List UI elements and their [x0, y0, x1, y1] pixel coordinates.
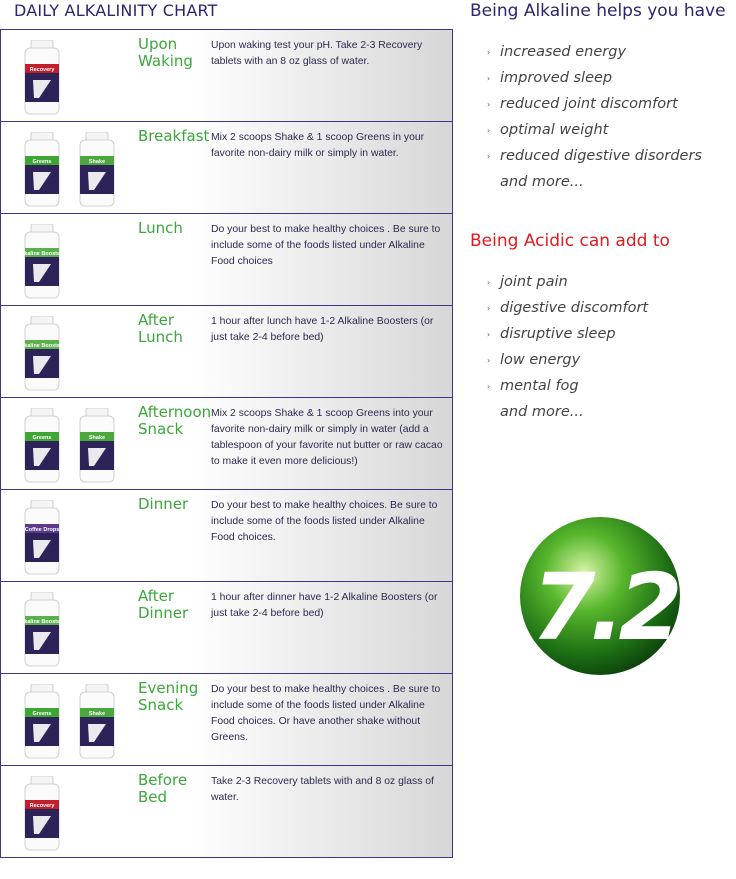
recovery-bottle — [21, 40, 63, 116]
time-word: Dinner — [138, 604, 189, 622]
list-item — [487, 326, 648, 352]
time-of-day — [138, 404, 210, 438]
chart-row — [1, 214, 452, 306]
alkaline-benefits-heading: Being Alkaline helps you have — [470, 1, 726, 21]
time-word: Bed — [138, 788, 168, 806]
greens-bottle — [21, 132, 63, 208]
bottle-label: Greens — [32, 435, 52, 441]
list-item-text: joint pain — [500, 274, 568, 290]
greens-bottle — [21, 684, 63, 760]
boosters-bottle — [21, 224, 63, 300]
bullet-icon: › — [487, 48, 491, 57]
bottle-label: Greens — [32, 711, 52, 717]
bottle-label: Shake — [88, 711, 106, 717]
and-more-text: and more... — [500, 174, 584, 190]
list-item — [487, 352, 648, 378]
product-images — [15, 130, 135, 210]
recovery-bottle — [21, 776, 63, 852]
list-item-text: reduced joint discomfort — [500, 96, 678, 112]
bullet-icon: › — [487, 304, 491, 313]
list-item — [487, 378, 648, 404]
time-word: Evening — [138, 679, 199, 697]
coffee-bottle — [21, 500, 63, 576]
list-item-text: increased energy — [500, 44, 627, 60]
chart-row — [1, 490, 452, 582]
list-item — [487, 44, 702, 70]
product-images — [15, 222, 135, 302]
instruction-text: Take 2-3 Recovery tablets with and 8 oz glass of water. — [211, 776, 434, 803]
bottle-label: Alkaline Boosters — [21, 343, 63, 349]
bullet-icon: › — [487, 382, 491, 391]
bullet-icon: › — [487, 152, 491, 161]
list-item-text: optimal weight — [500, 122, 609, 138]
instruction-text: Do your best to make healthy choices . Be sure to include some of the foods listed under Alkaline Food choices — [211, 224, 441, 267]
product-images — [15, 590, 135, 670]
greens-bottle — [21, 408, 63, 484]
bottle-label: Recovery — [29, 803, 55, 809]
list-item-text: low energy — [500, 352, 581, 368]
alkaline-benefits-list — [487, 44, 702, 200]
time-of-day — [138, 36, 210, 70]
alkalinity-chart-table — [0, 29, 453, 858]
acidic-effects-list — [487, 274, 648, 430]
shake-bottle — [76, 684, 118, 760]
shake-bottle — [76, 132, 118, 208]
bullet-icon: › — [487, 74, 491, 83]
time-word: Afternoon — [138, 403, 212, 421]
instruction-text: Do your best to make healthy choices . Be sure to include some of the foods listed under Alkaline Food choices. Or have another shake without Greens. — [211, 684, 441, 743]
list-item-text: reduced digestive disorders — [500, 148, 702, 164]
product-images — [15, 314, 135, 394]
time-of-day — [138, 588, 210, 622]
product-images — [15, 498, 135, 578]
time-word: Waking — [138, 52, 193, 70]
time-word: Before — [138, 771, 188, 789]
instruction-text: Upon waking test your pH. Take 2-3 Recovery tablets with an 8 oz glass of water. — [211, 40, 423, 67]
time-of-day — [138, 312, 210, 346]
instruction-text: Do your best to make healthy choices. Be sure to include some of the foods listed under Alkaline Food choices. — [211, 500, 438, 543]
chart-row — [1, 582, 452, 674]
product-images — [15, 38, 135, 118]
product-images — [15, 406, 135, 486]
list-item — [487, 122, 702, 148]
list-item — [487, 148, 702, 174]
bottle-label: Recovery — [29, 67, 55, 73]
list-item-text: disruptive sleep — [500, 326, 616, 342]
bottle-label: Alkaline Boosters — [21, 619, 63, 625]
product-images — [15, 682, 135, 762]
instruction-text: 1 hour after lunch have 1-2 Alkaline Boosters (or just take 2-4 before bed) — [211, 316, 434, 343]
chart-row — [1, 306, 452, 398]
time-word: Upon — [138, 35, 178, 53]
logo-text: 7.2 — [531, 554, 677, 661]
bullet-icon: › — [487, 100, 491, 109]
bullet-icon: › — [487, 278, 491, 287]
product-images — [15, 774, 135, 854]
time-word: Breakfast — [138, 127, 210, 145]
list-item-text: improved sleep — [500, 70, 613, 86]
chart-title: DAILY ALKALINITY CHART — [14, 1, 218, 20]
list-item — [487, 70, 702, 96]
bullet-icon: › — [487, 126, 491, 135]
bullet-icon: › — [487, 330, 491, 339]
chart-row — [1, 30, 452, 122]
time-of-day — [138, 772, 210, 806]
instruction-text: Mix 2 scoops Shake & 1 scoop Greens into your favorite non-dairy milk or simply in water (add a tablespoon of your favorite nut butter or raw cacao to make it even more delicious!) — [211, 408, 443, 467]
time-word: Lunch — [138, 219, 183, 237]
boosters-bottle — [21, 316, 63, 392]
ph-7-2-logo — [518, 515, 682, 677]
list-item — [487, 274, 648, 300]
bottle-label: Coffee Drops — [24, 527, 60, 533]
shake-bottle — [76, 408, 118, 484]
list-item — [487, 300, 648, 326]
time-word: After — [138, 311, 175, 329]
chart-row — [1, 398, 452, 490]
time-word: Snack — [138, 420, 184, 438]
list-item-text: mental fog — [500, 378, 579, 394]
list-item — [487, 96, 702, 122]
list-item-text: digestive discomfort — [500, 300, 649, 316]
instruction-text: Mix 2 scoops Shake & 1 scoop Greens in your favorite non-dairy milk or simply in water. — [211, 132, 425, 159]
time-word: Snack — [138, 696, 184, 714]
chart-row — [1, 674, 452, 766]
bottle-label: Shake — [88, 435, 106, 441]
and-more-text: and more... — [500, 404, 584, 420]
time-word: Dinner — [138, 495, 189, 513]
time-of-day — [138, 680, 210, 714]
time-word: After — [138, 587, 175, 605]
bottle-label: Alkaline Boosters — [21, 251, 63, 257]
bottle-label: Greens — [32, 159, 52, 165]
time-of-day — [138, 128, 210, 145]
bullet-icon: › — [487, 356, 491, 365]
instruction-text: 1 hour after dinner have 1-2 Alkaline Boosters (or just take 2-4 before bed) — [211, 592, 438, 619]
chart-row — [1, 122, 452, 214]
time-of-day — [138, 220, 210, 237]
time-of-day — [138, 496, 210, 513]
chart-row — [1, 766, 452, 857]
boosters-bottle — [21, 592, 63, 668]
acidic-effects-heading: Being Acidic can add to — [470, 231, 670, 251]
time-word: Lunch — [138, 328, 183, 346]
bottle-label: Shake — [88, 159, 106, 165]
